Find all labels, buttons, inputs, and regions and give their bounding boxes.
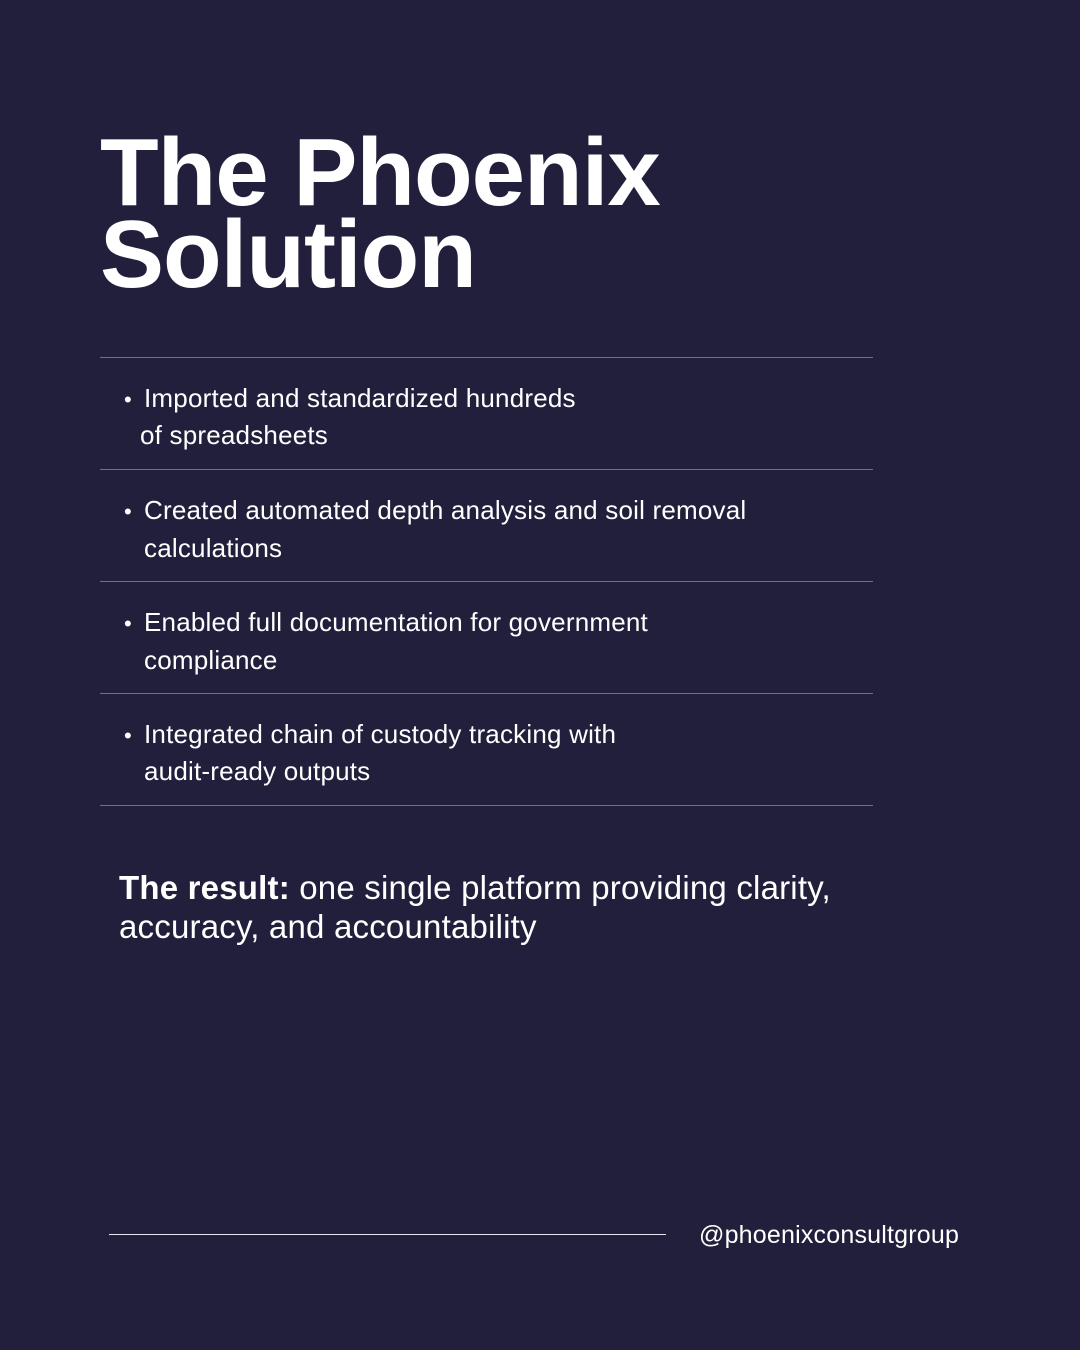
page-title [100, 119, 900, 308]
list-item-line: Created automated depth analysis and soil removal [144, 495, 747, 525]
list-item-line: Enabled full documentation for government [144, 607, 648, 637]
result-text: one single platform providing clarity, accuracy, and accountability [119, 869, 831, 945]
list-item-line: compliance [144, 645, 278, 675]
solution-list [100, 357, 873, 806]
bullet-dot: • [124, 611, 132, 636]
title-line-2: Solution [100, 201, 476, 308]
list-item-line: calculations [144, 533, 283, 563]
list-item-line: audit-ready outputs [144, 756, 371, 786]
list-item [100, 694, 873, 806]
bullet-dot: • [124, 387, 132, 412]
bullet-dot: • [124, 499, 132, 524]
list-item-line: Imported and standardized hundreds [144, 383, 576, 413]
list-item [100, 470, 873, 582]
bullet-dot: • [124, 723, 132, 748]
social-handle: @phoenixconsultgroup [699, 1221, 960, 1249]
list-item [100, 358, 873, 470]
list-item [100, 582, 873, 694]
result-statement [119, 868, 979, 946]
result-label: The result: [119, 869, 290, 906]
footer-divider [109, 1234, 666, 1235]
list-item-line: of spreadsheets [140, 420, 329, 450]
title-line-1: The Phoenix [100, 119, 660, 226]
list-item-line: Integrated chain of custody tracking with [144, 719, 617, 749]
